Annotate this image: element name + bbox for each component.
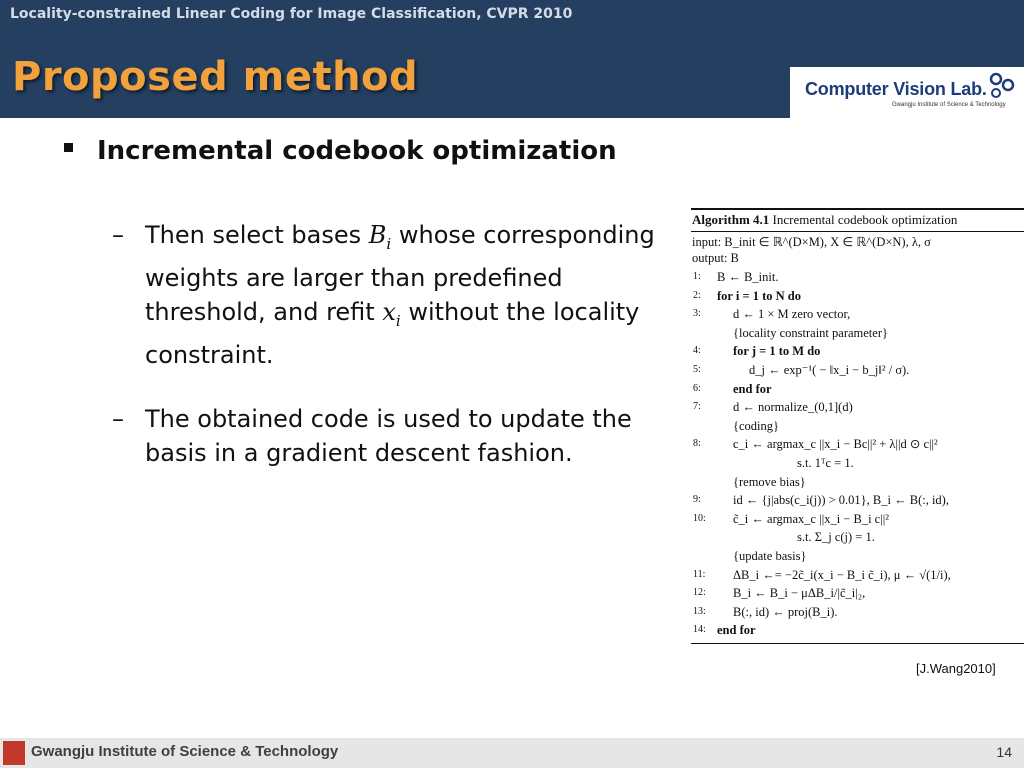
sub-bullet-1-text: Then select bases $B_i$ whose corresponding weights are larger than predefined threshold, and refit $x_i$ without the locality constraint. bbox=[145, 221, 655, 369]
algorithm-line-code: for i = 1 to N do bbox=[717, 288, 801, 303]
algorithm-line-number: 11: bbox=[693, 568, 706, 580]
slide-title: Proposed method bbox=[12, 54, 419, 100]
algorithm-line bbox=[691, 603, 1024, 622]
algorithm-line bbox=[691, 342, 1024, 361]
algorithm-line-code: B(:, id) ← proj(B_i). bbox=[733, 604, 838, 619]
conference-title: Locality-constrained Linear Coding for Image Classification, CVPR 2010 bbox=[10, 6, 573, 22]
algorithm-line-number: 7: bbox=[693, 401, 701, 413]
algorithm-line bbox=[691, 435, 1024, 454]
algorithm-line bbox=[691, 566, 1024, 585]
algorithm-line-code: d ← 1 × M zero vector, bbox=[733, 307, 851, 322]
institute-logo-icon bbox=[3, 741, 25, 765]
algorithm-line-number: 10: bbox=[693, 512, 706, 524]
algorithm-line-code: B_i ← B_i − μΔB_i/|c̃_i|₂, bbox=[733, 586, 866, 601]
algorithm-io bbox=[691, 232, 1024, 266]
algorithm-line-number: 4: bbox=[693, 345, 701, 357]
dash-bullet-icon: – bbox=[112, 221, 124, 249]
algorithm-line-code: end for bbox=[717, 623, 756, 638]
algorithm-line bbox=[691, 287, 1024, 306]
page-number: 14 bbox=[996, 744, 1012, 760]
algorithm-line-code: for j = 1 to M do bbox=[733, 344, 821, 359]
algorithm-line-code: {coding} bbox=[733, 418, 780, 433]
algorithm-line bbox=[691, 380, 1024, 399]
algorithm-line-code: c̃_i ← argmax_c ||x_i − B_i c||² bbox=[733, 511, 889, 526]
dash-bullet-icon: – bbox=[112, 405, 124, 433]
main-bullet: Incremental codebook optimization bbox=[64, 136, 617, 166]
algorithm-line-code: {locality constraint parameter} bbox=[733, 325, 888, 340]
algorithm-line-number: 2: bbox=[693, 289, 701, 301]
institute-name: Gwangju Institute of Science & Technology bbox=[31, 743, 339, 760]
square-bullet-icon bbox=[64, 143, 73, 152]
algorithm-line-number: 8: bbox=[693, 438, 701, 450]
algorithm-line-code: s.t. Σ_j c(j) = 1. bbox=[797, 530, 875, 545]
algorithm-line-number: 9: bbox=[693, 494, 701, 506]
algorithm-line-number: 5: bbox=[693, 363, 701, 375]
algorithm-title: Algorithm 4.1 Incremental codebook optimization bbox=[692, 212, 958, 227]
algorithm-line-code: d_j ← exp⁻¹( − ‖x_i − b_j‖² / σ). bbox=[749, 362, 910, 377]
sub-bullet-2-text: The obtained code is used to update the basis in a gradient descent fashion. bbox=[145, 405, 632, 467]
algorithm-line bbox=[691, 547, 1024, 566]
algorithm-line-number: 12: bbox=[693, 587, 706, 599]
algorithm-box bbox=[691, 208, 1024, 644]
algorithm-line bbox=[691, 305, 1024, 324]
lab-logo bbox=[790, 67, 1024, 118]
algorithm-line bbox=[691, 361, 1024, 380]
algorithm-line-number: 6: bbox=[693, 382, 701, 394]
algorithm-line-code: d ← normalize_(0,1](d) bbox=[733, 400, 853, 415]
algorithm-output: output: B bbox=[692, 251, 739, 265]
algorithm-line-number: 1: bbox=[693, 271, 701, 282]
slide-footer bbox=[0, 738, 1024, 768]
algorithm-line bbox=[691, 268, 1024, 287]
algorithm-input: input: B_init ∈ ℝ^(D×M), X ∈ ℝ^(D×N), λ, σ bbox=[692, 235, 931, 249]
algorithm-line bbox=[691, 398, 1024, 417]
algorithm-line-code: {remove bias} bbox=[733, 474, 806, 489]
algorithm-line bbox=[691, 510, 1024, 529]
algorithm-line-code: end for bbox=[733, 381, 772, 396]
algorithm-line-code: ΔB_i ←= −2c̃_i(x_i − B_i c̃_i), μ ← √(1/i), bbox=[733, 567, 951, 582]
algorithm-line bbox=[691, 491, 1024, 510]
algorithm-line bbox=[691, 473, 1024, 492]
citation: [J.Wang2010] bbox=[916, 661, 996, 676]
lab-logo-icon bbox=[986, 71, 1018, 101]
algorithm-line bbox=[691, 528, 1024, 547]
algorithm-line-number: 14: bbox=[693, 624, 706, 636]
algorithm-line-code: id ← {j|abs(c_i(j)) > 0.01}, B_i ← B(:, id), bbox=[733, 493, 949, 508]
algorithm-line-code: {update basis} bbox=[733, 548, 807, 563]
algorithm-line bbox=[691, 621, 1024, 640]
algorithm-line-code: B ← B_init. bbox=[717, 270, 779, 284]
algorithm-line bbox=[691, 584, 1024, 603]
algorithm-line bbox=[691, 324, 1024, 343]
math-var-x: $x_i$ bbox=[382, 297, 401, 330]
lab-logo-subtitle: Gwangju Institute of Science & Technology bbox=[892, 102, 1006, 108]
lab-logo-text: Computer Vision Lab. bbox=[805, 79, 987, 99]
algorithm-line-number: 13: bbox=[693, 605, 706, 617]
math-var-b: $B_i$ bbox=[368, 221, 392, 253]
algorithm-line bbox=[691, 417, 1024, 436]
algorithm-lines bbox=[691, 266, 1024, 643]
algorithm-line-code: s.t. 1ᵀc = 1. bbox=[797, 455, 854, 470]
algorithm-line-code: c_i ← argmax_c ||x_i − Bc||² + λ||d ⊙ c||² bbox=[733, 437, 938, 452]
algorithm-line bbox=[691, 454, 1024, 473]
algorithm-line-number: 3: bbox=[693, 308, 701, 320]
slide-header bbox=[0, 0, 1024, 118]
